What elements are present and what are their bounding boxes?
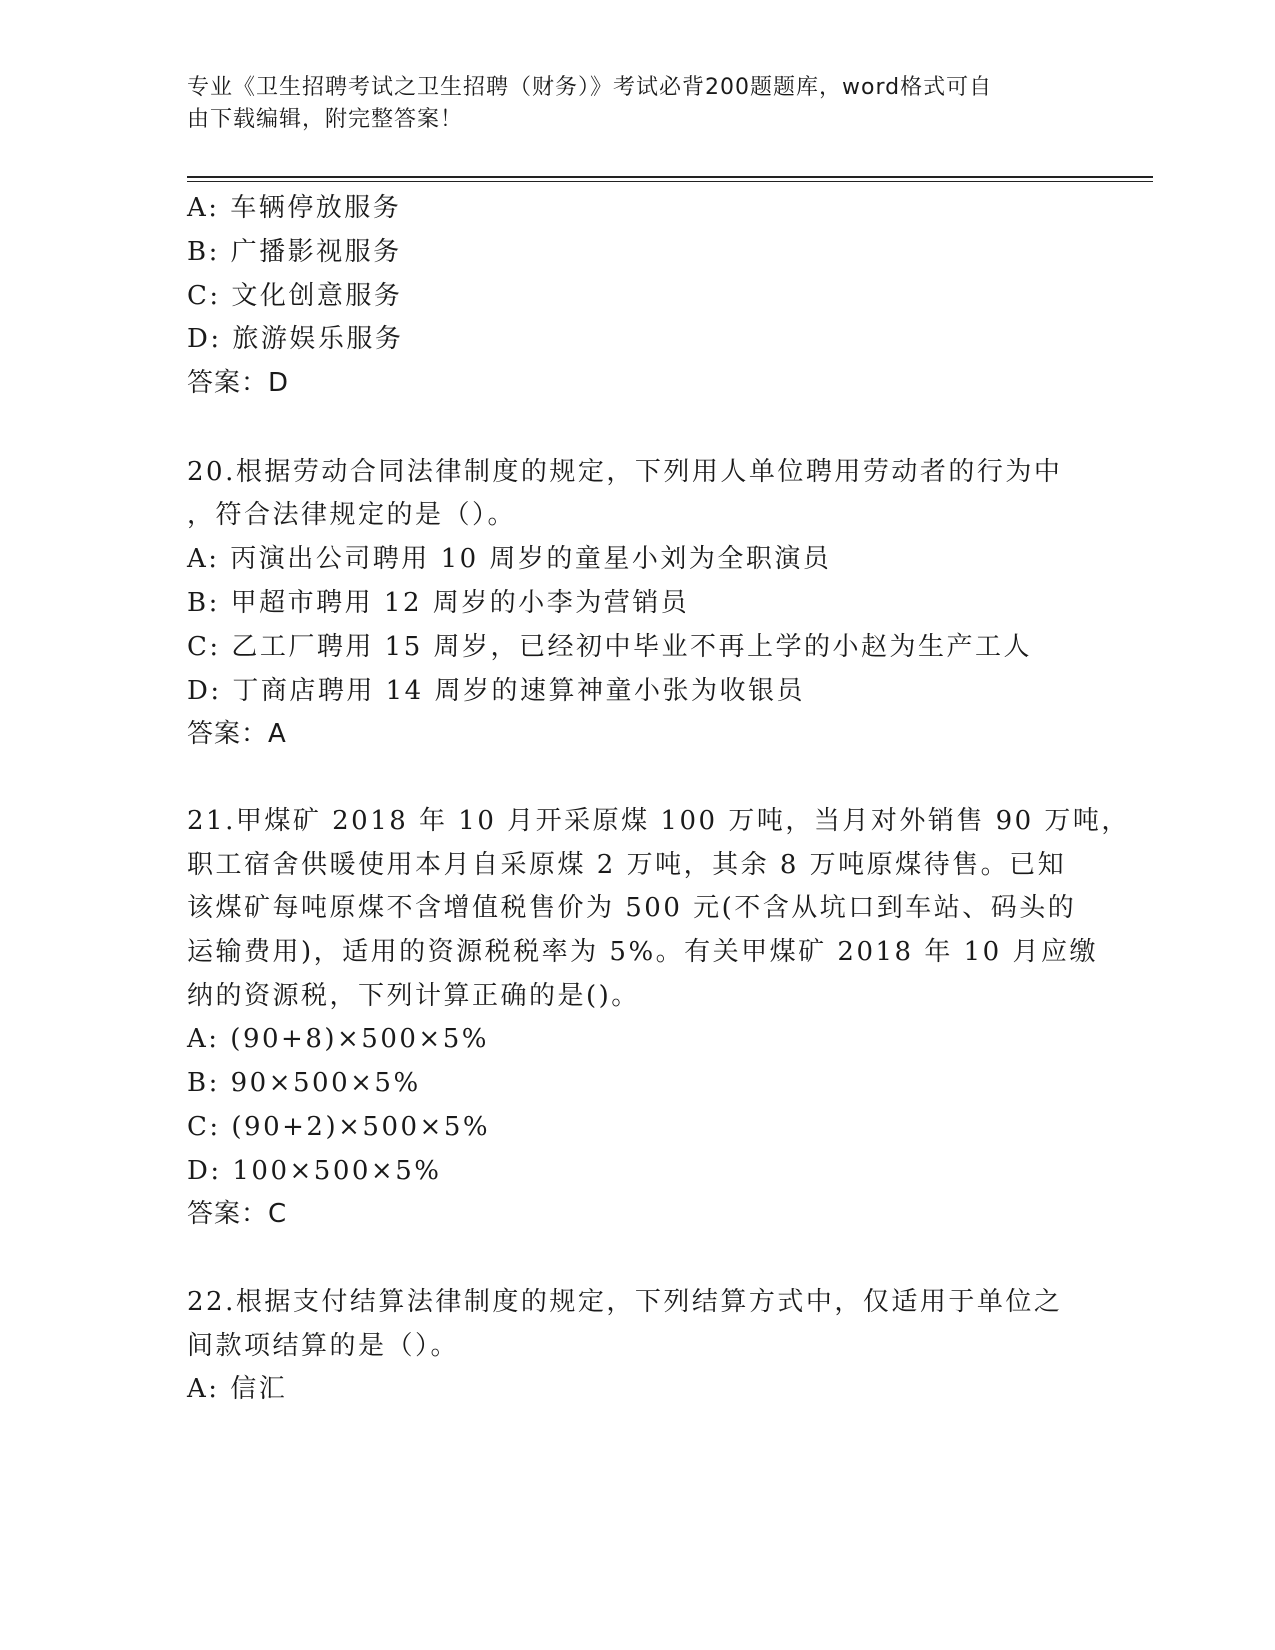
- document-header: [187, 72, 1067, 136]
- q21-stem-line-3: 该煤矿每吨原煤不含增值税售价为 500 元(不含从坑口到车站、码头的: [187, 893, 1077, 923]
- q21-answer: 答案：C: [187, 1199, 288, 1229]
- q19-option-d: D: 旅游娱乐服务: [187, 324, 404, 354]
- q19-option-a: A: 车辆停放服务: [187, 193, 402, 223]
- q20-option-a: A: 丙演出公司聘用 10 周岁的童星小刘为全职演员: [187, 544, 832, 574]
- q21-option-b: B: 90×500×5%: [187, 1068, 421, 1098]
- q20-stem-line-1: 20.根据劳动合同法律制度的规定，下列用人单位聘用劳动者的行为中: [187, 457, 1063, 487]
- q20-option-d: D: 丁商店聘用 14 周岁的速算神童小张为收银员: [187, 676, 805, 706]
- q19-option-b: B: 广播影视服务: [187, 237, 402, 267]
- q20-option-c: C: 乙工厂聘用 15 周岁，已经初中毕业不再上学的小赵为生产工人: [187, 632, 1033, 662]
- q22-stem-line-1: 22.根据支付结算法律制度的规定，下列结算方式中，仅适用于单位之: [187, 1287, 1063, 1317]
- q19-option-c: C: 文化创意服务: [187, 281, 403, 311]
- q21-stem-line-2: 职工宿舍供暖使用本月自采原煤 2 万吨，其余 8 万吨原煤待售。已知: [187, 850, 1067, 880]
- q21-option-c: C: (90+2)×500×5%: [187, 1112, 491, 1142]
- header-line-1: 专业《卫生招聘考试之卫生招聘（财务）》考试必背200题题库，word格式可自: [187, 75, 993, 100]
- q20-option-b: B: 甲超市聘用 12 周岁的小李为营销员: [187, 588, 690, 618]
- header-rule-thick: [187, 176, 1153, 178]
- q19-answer: 答案：D: [187, 368, 290, 398]
- q21-stem-line-5: 纳的资源税，下列计算正确的是()。: [187, 981, 640, 1011]
- q22-stem-line-2: 间款项结算的是（）。: [187, 1331, 460, 1361]
- q20-stem-line-2: ，符合法律规定的是（）。: [187, 500, 517, 530]
- q22-option-a: A: 信汇: [187, 1374, 288, 1404]
- q21-option-d: D: 100×500×5%: [187, 1156, 442, 1186]
- q21-stem-line-4: 运输费用)，适用的资源税税率为 5%。有关甲煤矿 2018 年 10 月应缴: [187, 937, 1098, 967]
- q21-stem-line-1: 21.甲煤矿 2018 年 10 月开采原煤 100 万吨，当月对外销售 90 万吨，: [187, 806, 1130, 836]
- q20-answer: 答案：A: [187, 719, 287, 749]
- header-rule-thin: [187, 181, 1153, 182]
- header-line-2: 由下载编辑，附完整答案！: [187, 107, 464, 132]
- q21-option-a: A: (90+8)×500×5%: [187, 1024, 489, 1054]
